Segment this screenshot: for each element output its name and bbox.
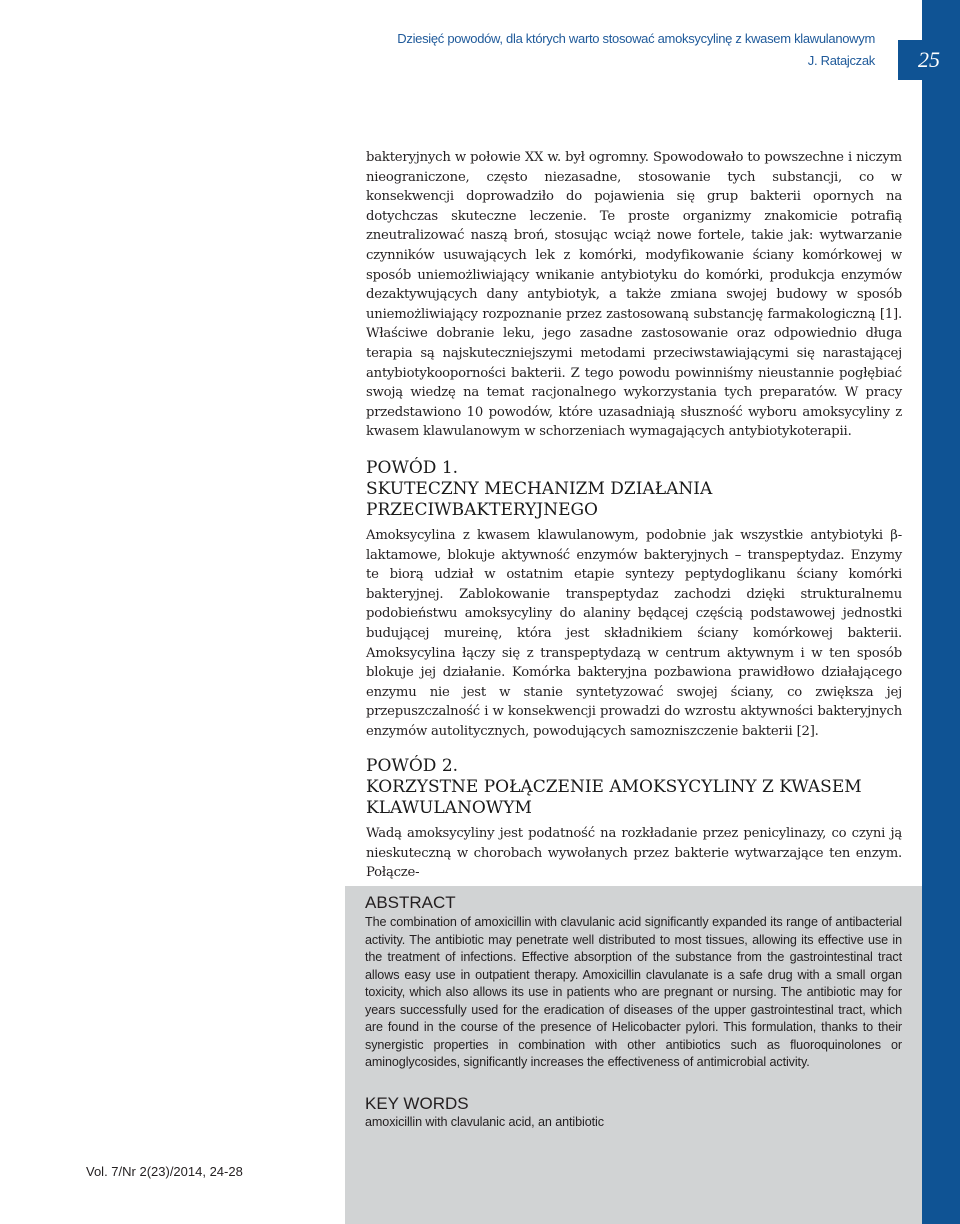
keywords-text: amoxicillin with clavulanic acid, an antibiotic — [365, 1115, 604, 1129]
section1-title-line2: PRZECIWBAKTERYJNEGO — [366, 500, 598, 520]
section1-heading — [366, 458, 906, 521]
section1-title-line1: SKUTECZNY MECHANIZM DZIAŁANIA — [366, 479, 713, 499]
footer-citation: Vol. 7/Nr 2(23)/2014, 24-28 — [86, 1164, 243, 1179]
section2-paragraph: Wadą amoksycyliny jest podatność na rozkładanie przez penicylinazy, co czyni ją nieskuteczną w chorobach wywołanych przez bakterie wytwarzające ten enzym. Połącze- — [366, 826, 902, 881]
running-title: Dziesięć powodów, dla których warto stosować amoksycylinę z kwasem klawulanowym — [397, 31, 875, 46]
section2-title-line1: KORZYSTNE POŁĄCZENIE AMOKSYCYLINY Z KWASEM — [366, 777, 862, 797]
abstract-heading: ABSTRACT — [365, 893, 456, 912]
running-header — [397, 28, 875, 72]
section2-heading — [366, 756, 906, 819]
abstract-text: The combination of amoxicillin with clavulanic acid significantly expanded its range of antibacterial activity. The antibiotic may penetrate well distributed to most tissues, allowing its effective use in the treatment of infections. Effective absorption of the substance from the gastrointestinal tract allows easy use in outpatient therapy. Amoxicillin clavulanate is a safe drug with a small organ toxicity, which also allows its use in patients who are pregnant or nursing. The antibiotic may for years successfully used for the eradication of diseases of the upper gastrointestinal tract, which are found in the course of the presence of Helicobacter pylori. This formulation, thanks to their synergistic properties in combination with other antibiotics such as fluoroquinolones or aminoglycosides, significantly increases the effectiveness of antimicrobial activity. — [365, 915, 902, 1069]
intro-paragraph: bakteryjnych w połowie XX w. był ogromny. Spowodowało to powszechne i niczym nieograniczone, często niezasadne, stosowanie tych substancji, co w konsekwencji doprowadziło do pojawienia się grup bakterii opornych na dotychczas skuteczne leczenie. Te proste organizmy znakomicie potrafią zneutralizować naszą broń, stosując wciąż nowe fortele, takie jak: wytwarzanie czynników usuwających lek z komórki, modyfikowanie ściany komórkowej w sposób uniemożliwiający wnikanie antybiotyku do komórki, produkcja enzymów dezaktywujących dany antybiotyk, a także zmiana swojej budowy w sposób uniemożliwiający rozpoznanie przez zastosowaną substancję farmakologiczną [1]. Właściwe dobranie leku, jego zasadne zastosowanie oraz odpowiednio długa terapia są najskuteczniejszymi metodami przeciwstawiającymi się narastającej antybiotykooporności bakterii. Z tego powodu powinniśmy nieustannie pogłębiać swoją wiedzę na temat racjonalnego wykorzystania tych preparatów. W pracy przedstawiono 10 powodów, które uzasadniają słuszność wyboru amoksycyliny z kwasem klawulanowym w schorzeniach wymagających antybiotykoterapii. — [366, 150, 902, 440]
keywords-heading: KEY WORDS — [365, 1094, 469, 1113]
page-side-tab — [922, 0, 960, 1224]
abstract-box — [345, 886, 922, 1224]
running-author: J. Ratajczak — [807, 53, 875, 68]
page-number: 25 — [898, 40, 960, 80]
section2-title-line2: KLAWULANOWYM — [366, 798, 532, 818]
section1-number: POWÓD 1. — [366, 458, 459, 478]
section1-paragraph: Amoksycylina z kwasem klawulanowym, podobnie jak wszystkie antybiotyki β-laktamowe, blokuje aktywność enzymów bakteryjnych – transpeptydaz. Enzymy te biorą udział w ostatnim etapie syntezy peptydoglikanu ściany komórki bakteryjnej. Zablokowanie transpeptydaz zachodzi dzięki strukturalnemu podobieństwu amoksycyliny do alaniny będącej częścią podstawowej jednostki budującej mureinę, która jest składnikiem ściany komórkowej bakterii. Amoksycylina łączy się z transpeptydazą w centrum aktywnym i w ten sposób blokuje jej działanie. Komórka bakteryjna pozbawiona prawidłowo działającego enzymu nie jest w stanie syntetyzować swojej ściany, co zwiększa jej przepuszczalność i w konsekwencji prowadzi do wzrostu aktywności bakteryjnych enzymów autolitycznych, powodujących samozniszczenie bakterii [2]. — [366, 528, 902, 739]
section2-number: POWÓD 2. — [366, 756, 459, 776]
